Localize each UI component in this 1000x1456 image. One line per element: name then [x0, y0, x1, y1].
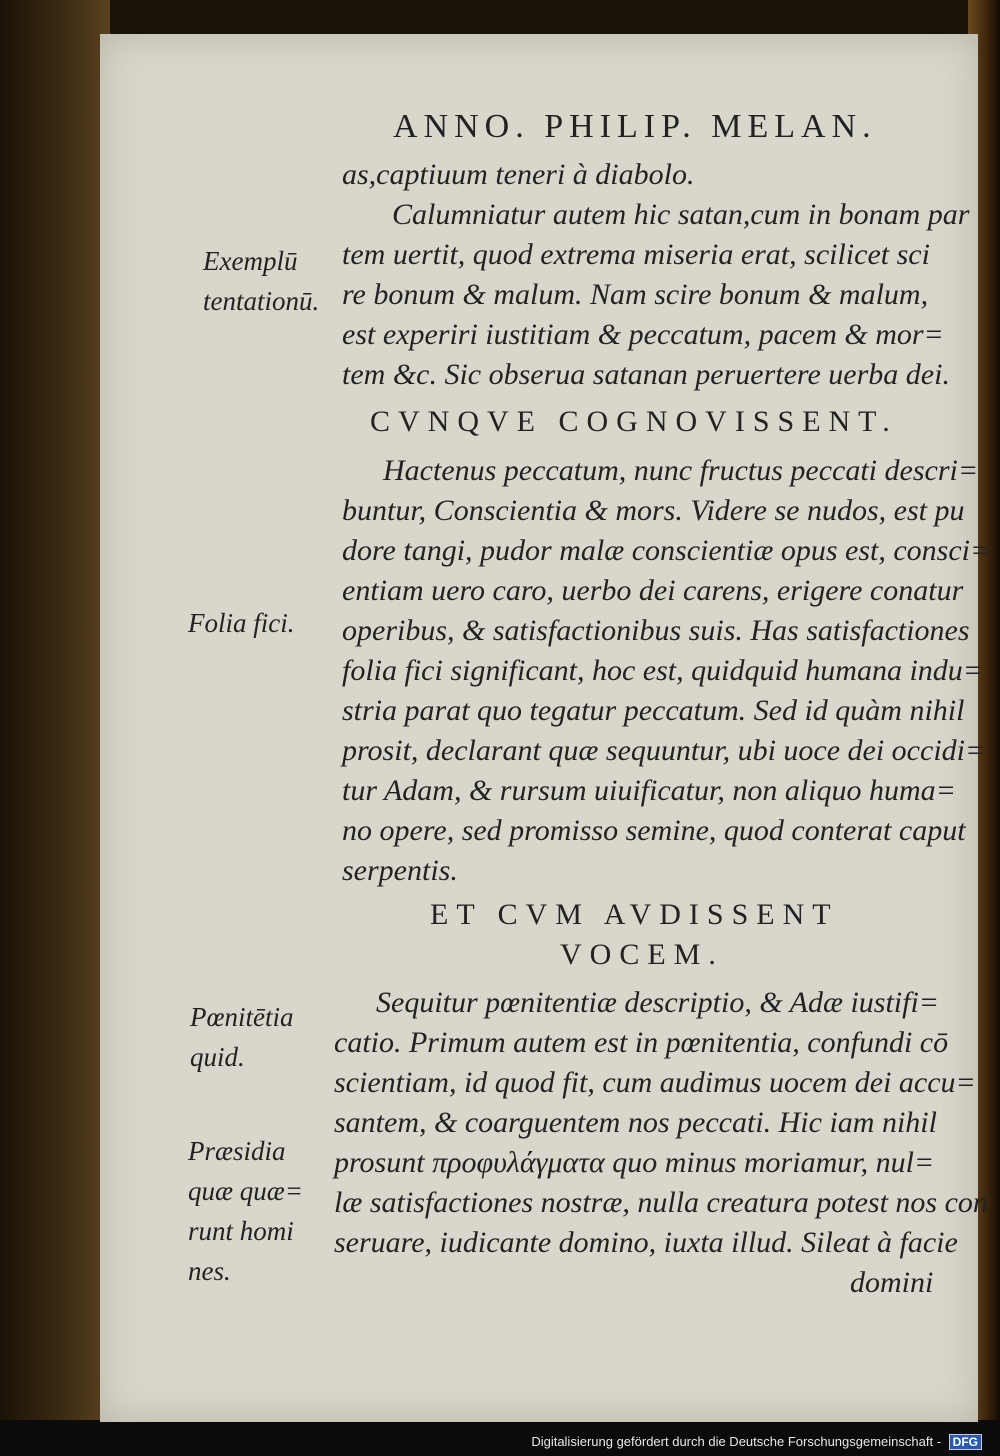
marginal-note: quæ quæ=	[188, 1176, 303, 1206]
text-line: santem, & coarguentem nos peccati. Hic iam nihil	[334, 1106, 937, 1139]
text-line: entiam uero caro, uerbo dei carens, erigere conatur	[342, 574, 964, 607]
marginal-note: Præsidia	[188, 1136, 286, 1166]
text-line: no opere, sed promisso semine, quod conterat caput	[342, 814, 966, 847]
text-line: tem uertit, quod extrema miseria erat, scilicet sci	[342, 238, 930, 271]
marginal-note: runt homi	[188, 1216, 294, 1246]
section-heading: ET CVM AVDISSENT	[430, 898, 839, 931]
text-line: buntur, Conscientia & mors. Videre se nudos, est pu	[342, 494, 965, 527]
text-line: re bonum & malum. Nam scire bonum & malum,	[342, 278, 929, 311]
text-line: Sequitur pœnitentiæ descriptio, & Adæ iustifi=	[376, 986, 940, 1019]
text-line: Calumniatur autem hic satan,cum in bonam par	[392, 198, 970, 231]
text-line: stria parat quo tegatur peccatum. Sed id quàm nihil	[342, 694, 965, 727]
dfg-logo: DFG	[949, 1434, 982, 1450]
text-line: as,captiuum teneri à diabolo.	[342, 158, 695, 191]
text-line: prosunt προφυλάγματα quo minus moriamur, nul=	[334, 1146, 935, 1179]
text-line: folia fici significant, hoc est, quidquid humana indu=	[342, 654, 984, 687]
section-heading-continued: VOCEM.	[560, 938, 724, 971]
marginal-note: Pœnitētia	[190, 1002, 294, 1032]
section-heading: CVNQVE COGNOVISSENT.	[370, 405, 898, 438]
funding-footer	[531, 1434, 982, 1450]
marginal-note: quid.	[190, 1042, 245, 1072]
text-line: prosit, declarant quæ sequuntur, ubi uoce dei occidi=	[342, 734, 986, 767]
scan-binding-edge	[0, 0, 110, 1456]
marginal-note: tentationū.	[203, 286, 320, 316]
text-line: tem &c. Sic obserua satanan peruertere uerba dei.	[342, 358, 950, 391]
text-line: tur Adam, & rursum uiuificatur, non aliquo huma=	[342, 774, 956, 807]
catchword: domini	[850, 1266, 934, 1299]
text-line: catio. Primum autem est in pœnitentia, confundi cō	[334, 1026, 949, 1059]
marginal-note: Exemplū	[203, 246, 298, 276]
text-line: læ satisfactiones nostræ, nulla creatura potest nos con	[334, 1186, 988, 1219]
text-line: est experiri iustitiam & peccatum, pacem & mor=	[342, 318, 944, 351]
text-line: Hactenus peccatum, nunc fructus peccati descri=	[383, 454, 979, 487]
text-line: operibus, & satisfactionibus suis. Has satisfactiones	[342, 614, 970, 647]
text-line: seruare, iudicante domino, iuxta illud. Sileat à facie	[334, 1226, 958, 1259]
text-line: scientiam, id quod fit, cum audimus uocem dei accu=	[334, 1066, 976, 1099]
marginal-note: nes.	[188, 1256, 231, 1286]
running-head: ANNO. PHILIP. MELAN.	[393, 108, 877, 145]
text-line: serpentis.	[342, 854, 458, 887]
scan-background-top	[0, 0, 1000, 36]
text-line: dore tangi, pudor malæ conscientiæ opus est, consci=	[342, 534, 991, 567]
marginal-note: Folia fici.	[188, 608, 295, 638]
funding-text: Digitalisierung gefördert durch die Deutsche Forschungsgemeinschaft -	[531, 1434, 942, 1449]
